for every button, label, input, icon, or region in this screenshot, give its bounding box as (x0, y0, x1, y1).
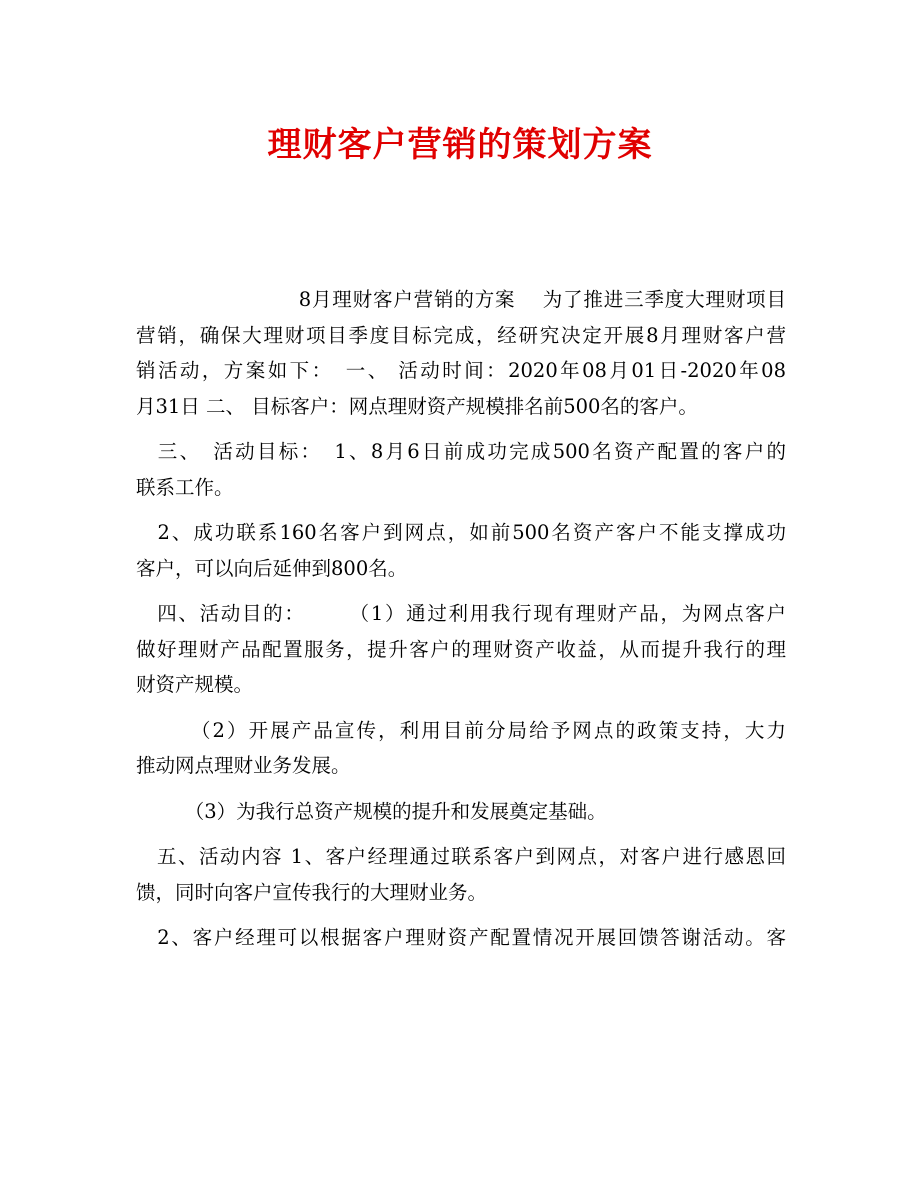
body-text-line: 三、 活动目标： 1、8月6日前成功完成500名资产配置的客户的 (136, 440, 786, 463)
body-text-line: 推动网点理财业务发展。 (136, 754, 351, 777)
paragraph-spacer (136, 829, 786, 839)
body-text-line: 联系工作。 (136, 475, 234, 499)
document-title: 理财客户营销的策划方案 (267, 125, 653, 165)
body-text-line: 2、客户经理可以根据客户理财资产配置情况开展回馈答谢活动。客 (136, 926, 786, 949)
paragraph-spacer (136, 910, 786, 920)
paragraph-spacer (136, 424, 786, 434)
body-text-line: 四、活动目的： （1）通过利用我行现有理财产品，为网点客户 (136, 602, 786, 625)
body-text-line: 财资产规模。 (136, 673, 254, 696)
body-text-line: 营销，确保大理财项目季度目标完成，经研究决定开展8月理财客户营 (136, 323, 786, 347)
paragraph-spacer (136, 505, 786, 515)
body-text-line: 销活动，方案如下： 一、 活动时间：2020年08月01日-2020年08 (136, 359, 786, 382)
body-text-line: 月31日 二、 目标客户：网点理财资产规模排名前500名的客户。 (136, 394, 698, 418)
paragraph-spacer (136, 784, 786, 794)
body-text-line: （3）为我行总资产规模的提升和发展奠定基础。 (136, 799, 607, 823)
body-text-line: 8月理财客户营销的方案 为了推进三季度大理财项目 (136, 288, 786, 311)
body-text-line: 2、成功联系160名客户到网点，如前500名资产客户不能支撑成功 (136, 521, 786, 544)
document-body (136, 282, 786, 956)
body-text-line: （2）开展产品宣传，利用目前分局给予网点的政策支持，大力 (136, 718, 786, 742)
body-text-line: 五、活动内容 1、客户经理通过联系客户到网点，对客户进行感恩回 (136, 845, 786, 868)
body-text-line: 客户，可以向后延伸到800名。 (136, 556, 408, 580)
body-text-line: 馈，同时向客户宣传我行的大理财业务。 (136, 880, 488, 904)
paragraph-spacer (136, 703, 786, 713)
paragraph-spacer (136, 586, 786, 596)
body-text-line: 做好理财产品配置服务，提升客户的理财资产收益，从而提升我行的理 (136, 637, 786, 661)
